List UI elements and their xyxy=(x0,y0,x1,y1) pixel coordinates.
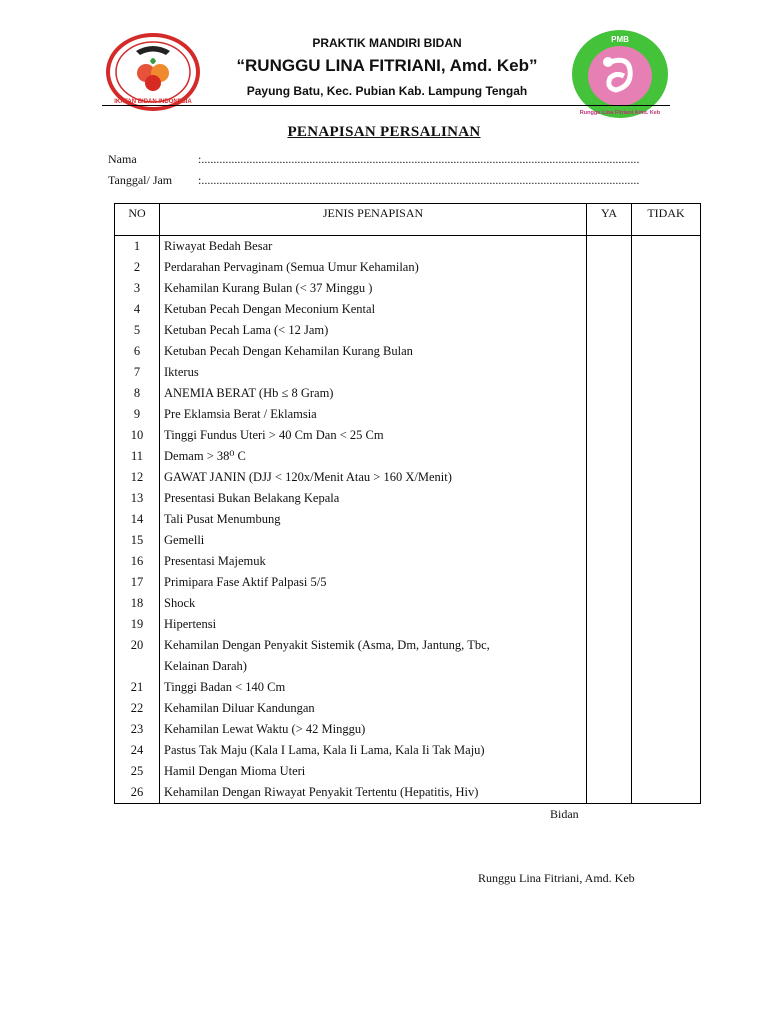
row-tidak-checkbox[interactable] xyxy=(632,677,701,698)
row-ya-checkbox[interactable] xyxy=(587,425,632,446)
row-ya-checkbox[interactable] xyxy=(587,614,632,635)
row-number: 20 xyxy=(115,635,160,656)
row-ya-checkbox[interactable] xyxy=(587,236,632,258)
row-number: 16 xyxy=(115,551,160,572)
row-tidak-checkbox[interactable] xyxy=(632,299,701,320)
row-ya-checkbox[interactable] xyxy=(587,320,632,341)
row-ya-checkbox[interactable] xyxy=(587,278,632,299)
document-title: PENAPISAN PERSALINAN xyxy=(287,124,481,140)
row-number: 8 xyxy=(115,383,160,404)
table-row xyxy=(115,404,701,425)
row-number: 6 xyxy=(115,341,160,362)
table-row xyxy=(115,362,701,383)
row-ya-checkbox[interactable] xyxy=(587,509,632,530)
row-ya-checkbox[interactable] xyxy=(587,404,632,425)
table-row xyxy=(115,341,701,362)
row-number: 22 xyxy=(115,698,160,719)
row-tidak-checkbox[interactable] xyxy=(632,488,701,509)
row-ya-checkbox[interactable] xyxy=(587,761,632,782)
header-item: JENIS PENAPISAN xyxy=(160,204,587,236)
table-row xyxy=(115,635,701,656)
table-row xyxy=(115,509,701,530)
row-ya-checkbox[interactable] xyxy=(587,656,632,677)
row-item: Shock xyxy=(160,593,587,614)
row-number: 5 xyxy=(115,320,160,341)
practice-type: PRAKTIK MANDIRI BIDAN xyxy=(312,36,462,50)
row-ya-checkbox[interactable] xyxy=(587,257,632,278)
screening-table xyxy=(114,203,701,804)
row-tidak-checkbox[interactable] xyxy=(632,278,701,299)
row-item: Ketuban Pecah Dengan Kehamilan Kurang Bulan xyxy=(160,341,587,362)
row-ya-checkbox[interactable] xyxy=(587,530,632,551)
row-item: Kehamilan Kurang Bulan (< 37 Minggu ) xyxy=(160,278,587,299)
row-item: Hipertensi xyxy=(160,614,587,635)
row-number: 7 xyxy=(115,362,160,383)
row-tidak-checkbox[interactable] xyxy=(632,782,701,804)
row-item: Kehamilan Dengan Penyakit Sistemik (Asma, Dm, Jantung, Tbc, xyxy=(160,635,587,656)
row-tidak-checkbox[interactable] xyxy=(632,467,701,488)
row-item: Kehamilan Dengan Riwayat Penyakit Tertentu (Hepatitis, Hiv) xyxy=(160,782,587,804)
table-row xyxy=(115,572,701,593)
row-number: 19 xyxy=(115,614,160,635)
field-tanggal-value: :.................................................................................................................................................. xyxy=(198,173,640,187)
row-tidak-checkbox[interactable] xyxy=(632,740,701,761)
field-nama-value: :.................................................................................................................................................. xyxy=(198,152,640,166)
row-item: Tinggi Fundus Uteri > 40 Cm Dan < 25 Cm xyxy=(160,425,587,446)
row-ya-checkbox[interactable] xyxy=(587,677,632,698)
row-item: GAWAT JANIN (DJJ < 120x/Menit Atau > 160 X/Menit) xyxy=(160,467,587,488)
table-row xyxy=(115,299,701,320)
row-tidak-checkbox[interactable] xyxy=(632,719,701,740)
table-row xyxy=(115,488,701,509)
field-nama xyxy=(108,152,639,167)
row-ya-checkbox[interactable] xyxy=(587,383,632,404)
table-row xyxy=(115,740,701,761)
row-ya-checkbox[interactable] xyxy=(587,299,632,320)
header-ya: YA xyxy=(587,204,632,236)
row-number: 9 xyxy=(115,404,160,425)
row-number: 11 xyxy=(115,446,160,467)
row-number: 13 xyxy=(115,488,160,509)
table-row xyxy=(115,593,701,614)
row-ya-checkbox[interactable] xyxy=(587,362,632,383)
row-tidak-checkbox[interactable] xyxy=(632,341,701,362)
signature-role: Bidan xyxy=(550,807,579,821)
row-number: 3 xyxy=(115,278,160,299)
signature-name: Runggu Lina Fitriani, Amd. Keb xyxy=(478,871,635,885)
row-ya-checkbox[interactable] xyxy=(587,782,632,804)
row-tidak-checkbox[interactable] xyxy=(632,656,701,677)
row-tidak-checkbox[interactable] xyxy=(632,383,701,404)
table-row xyxy=(115,236,701,258)
pmb-logo-text: Runggu Lina Fitriani Amd. Keb xyxy=(579,110,661,116)
row-number xyxy=(115,656,160,677)
row-tidak-checkbox[interactable] xyxy=(632,404,701,425)
row-tidak-checkbox[interactable] xyxy=(632,236,701,258)
row-ya-checkbox[interactable] xyxy=(587,446,632,467)
row-item: Ketuban Pecah Dengan Meconium Kental xyxy=(160,299,587,320)
row-tidak-checkbox[interactable] xyxy=(632,362,701,383)
practice-address: Payung Batu, Kec. Pubian Kab. Lampung Tengah xyxy=(246,84,528,98)
table-row xyxy=(115,551,701,572)
table-row xyxy=(115,383,701,404)
row-number: 24 xyxy=(115,740,160,761)
row-item: Ikterus xyxy=(160,362,587,383)
table-row xyxy=(115,425,701,446)
row-item: Pastus Tak Maju (Kala I Lama, Kala Ii Lama, Kala Ii Tak Maju) xyxy=(160,740,587,761)
row-number: 18 xyxy=(115,593,160,614)
table-row xyxy=(115,530,701,551)
field-tanggal-jam xyxy=(108,173,639,188)
row-ya-checkbox[interactable] xyxy=(587,341,632,362)
row-number: 15 xyxy=(115,530,160,551)
row-item: Tali Pusat Menumbung xyxy=(160,509,587,530)
row-number: 10 xyxy=(115,425,160,446)
row-tidak-checkbox[interactable] xyxy=(632,614,701,635)
row-item: Kehamilan Lewat Waktu (> 42 Minggu) xyxy=(160,719,587,740)
row-tidak-checkbox[interactable] xyxy=(632,257,701,278)
row-tidak-checkbox[interactable] xyxy=(632,530,701,551)
row-number: 12 xyxy=(115,467,160,488)
row-item: Tinggi Badan < 140 Cm xyxy=(160,677,587,698)
table-row xyxy=(115,782,701,804)
row-item: Gemelli xyxy=(160,530,587,551)
table-row xyxy=(115,446,701,467)
table-row xyxy=(115,656,701,677)
row-number: 25 xyxy=(115,761,160,782)
table-row xyxy=(115,719,701,740)
table-row xyxy=(115,698,701,719)
row-item: Hamil Dengan Mioma Uteri xyxy=(160,761,587,782)
row-ya-checkbox[interactable] xyxy=(587,467,632,488)
row-number: 2 xyxy=(115,257,160,278)
row-number: 26 xyxy=(115,782,160,804)
row-tidak-checkbox[interactable] xyxy=(632,698,701,719)
row-item: Kehamilan Diluar Kandungan xyxy=(160,698,587,719)
row-item: Riwayat Bedah Besar xyxy=(160,236,587,258)
row-tidak-checkbox[interactable] xyxy=(632,509,701,530)
row-tidak-checkbox[interactable] xyxy=(632,593,701,614)
row-item: Primipara Fase Aktif Palpasi 5/5 xyxy=(160,572,587,593)
pmb-badge-text: PMB xyxy=(611,35,629,44)
row-tidak-checkbox[interactable] xyxy=(632,446,701,467)
table-row xyxy=(115,677,701,698)
row-number: 23 xyxy=(115,719,160,740)
table-row xyxy=(115,467,701,488)
row-tidak-checkbox[interactable] xyxy=(632,572,701,593)
row-item: Presentasi Majemuk xyxy=(160,551,587,572)
table-row xyxy=(115,614,701,635)
practice-name: “RUNGGU LINA FITRIANI, Amd. Keb” xyxy=(236,56,538,75)
row-ya-checkbox[interactable] xyxy=(587,572,632,593)
row-ya-checkbox[interactable] xyxy=(587,698,632,719)
row-tidak-checkbox[interactable] xyxy=(632,425,701,446)
row-number: 1 xyxy=(115,236,160,258)
table-row xyxy=(115,761,701,782)
row-item: Kelainan Darah) xyxy=(160,656,587,677)
row-item: Pre Eklamsia Berat / Eklamsia xyxy=(160,404,587,425)
row-ya-checkbox[interactable] xyxy=(587,593,632,614)
header-tidak: TIDAK xyxy=(632,204,701,236)
row-tidak-checkbox[interactable] xyxy=(632,635,701,656)
field-nama-label: Nama xyxy=(108,152,137,166)
row-item: Demam > 38⁰ C xyxy=(160,446,587,467)
row-ya-checkbox[interactable] xyxy=(587,551,632,572)
table-row xyxy=(115,320,701,341)
row-ya-checkbox[interactable] xyxy=(587,488,632,509)
row-number: 4 xyxy=(115,299,160,320)
row-ya-checkbox[interactable] xyxy=(587,740,632,761)
table-row xyxy=(115,278,701,299)
row-tidak-checkbox[interactable] xyxy=(632,761,701,782)
row-item: Ketuban Pecah Lama (< 12 Jam) xyxy=(160,320,587,341)
ibi-logo-text: IKATAN BIDAN INDONESIA xyxy=(114,99,192,105)
row-number: 14 xyxy=(115,509,160,530)
table-row xyxy=(115,257,701,278)
field-tanggal-label: Tanggal/ Jam xyxy=(108,173,173,187)
row-tidak-checkbox[interactable] xyxy=(632,551,701,572)
row-tidak-checkbox[interactable] xyxy=(632,320,701,341)
header-divider xyxy=(102,105,670,106)
row-ya-checkbox[interactable] xyxy=(587,719,632,740)
row-item: Presentasi Bukan Belakang Kepala xyxy=(160,488,587,509)
row-number: 17 xyxy=(115,572,160,593)
letterhead xyxy=(102,26,672,102)
table-header-row xyxy=(115,204,701,236)
header-no: NO xyxy=(115,204,160,236)
row-item: ANEMIA BERAT (Hb ≤ 8 Gram) xyxy=(160,383,587,404)
row-ya-checkbox[interactable] xyxy=(587,635,632,656)
row-item: Perdarahan Pervaginam (Semua Umur Kehamilan) xyxy=(160,257,587,278)
row-number: 21 xyxy=(115,677,160,698)
